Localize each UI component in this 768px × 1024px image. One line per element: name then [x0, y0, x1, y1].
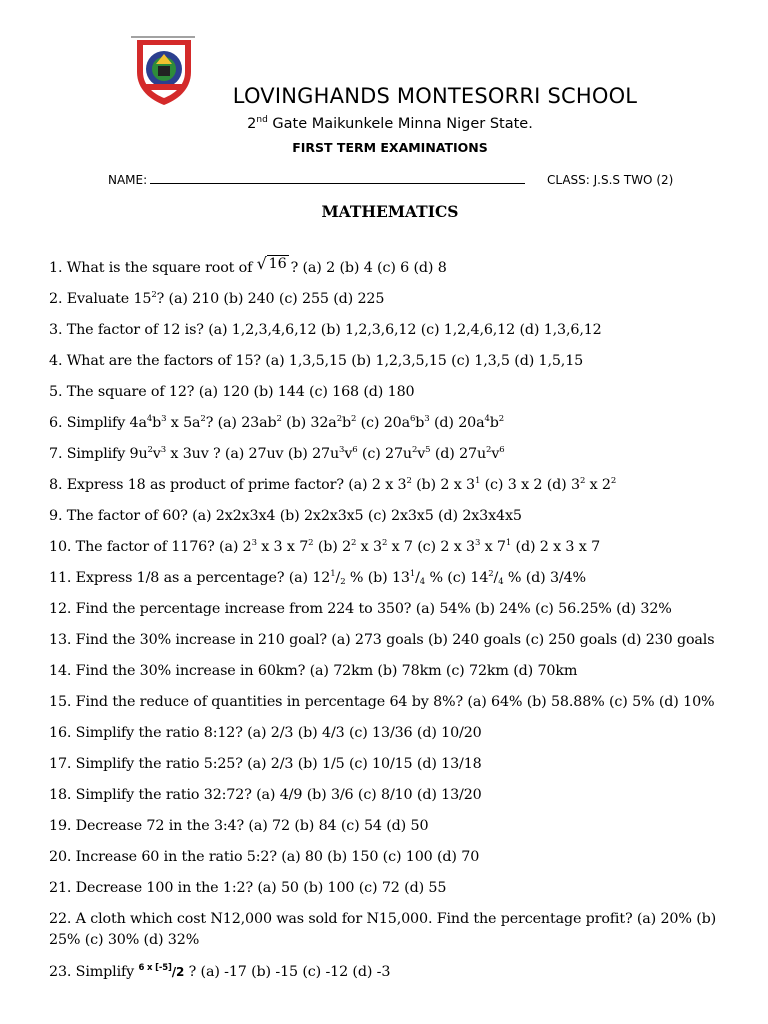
- q10-exp: 3: [474, 538, 481, 548]
- q6-exp: 4: [146, 414, 153, 424]
- question-11: [49, 568, 739, 599]
- q6-part: ? (a) 23ab: [205, 415, 277, 431]
- q10-part: (d) 2 x 3 x 7: [511, 539, 601, 555]
- q6-part: b: [152, 415, 162, 431]
- q7-exp: 2: [147, 445, 153, 455]
- q23-numerator: 6 x [-5]: [138, 963, 172, 973]
- q7-exp: 3: [339, 445, 345, 455]
- q6-part: b: [415, 415, 425, 431]
- q11-num: 1: [409, 569, 416, 579]
- q11-slash: /: [335, 570, 341, 586]
- question-20: 20. Increase 60 in the ratio 5:2? (a) 80 (b) 150 (c) 100 (d) 70: [49, 849, 480, 865]
- q6-exp: 2: [350, 414, 357, 424]
- name-blank-line: [150, 173, 525, 184]
- question-17: 17. Simplify the ratio 5:25? (a) 2/3 (b) 1/5 (c) 10/15 (d) 13/18: [49, 756, 482, 772]
- question-1: [49, 254, 739, 289]
- q2-options: ? (a) 210 (b) 240 (c) 255 (d) 225: [156, 291, 385, 307]
- question-8: [49, 475, 739, 506]
- q11-den: 2: [340, 577, 346, 587]
- question-4: 4. What are the factors of 15? (a) 1,3,5,15 (b) 1,2,3,5,15 (c) 1,3,5 (d) 1,5,15: [49, 353, 584, 369]
- q11-den: 4: [498, 577, 504, 587]
- question-22: 22. A cloth which cost N12,000 was sold for N15,000. Find the percentage profit? (a) 20% (b) 25% (c) 30% (d) 32%: [49, 911, 717, 948]
- q6-part: (b) 32a: [281, 415, 337, 431]
- q6-part: (c) 20a: [356, 415, 411, 431]
- q6-part: (d) 20a: [429, 415, 485, 431]
- q7-part: 7. Simplify 9u: [49, 446, 148, 462]
- q8-exp: 1: [474, 476, 481, 486]
- q7-exp: 5: [425, 445, 431, 455]
- q10-exp: 2: [381, 538, 388, 548]
- question-6: [49, 413, 739, 444]
- q6-part: x 5a: [166, 415, 201, 431]
- q10-part: x 3: [356, 539, 382, 555]
- q6-exp: 2: [276, 414, 282, 424]
- square-root-symbol: √ 16: [256, 254, 287, 273]
- q8-exp: 2: [406, 476, 412, 486]
- q11-part: % (d) 3/4%: [503, 570, 586, 586]
- q10-exp: 2: [351, 538, 357, 548]
- q11-part: 11. Express 1/8 as a percentage? (a) 12: [49, 570, 331, 586]
- q23-part: 23. Simplify: [49, 964, 139, 980]
- q11-slash: /: [415, 570, 420, 586]
- question-19: 19. Decrease 72 in the 3:4? (a) 72 (b) 84 (c) 54 (d) 50: [49, 818, 429, 834]
- q6-part: b: [489, 415, 499, 431]
- q6-exp: 2: [336, 414, 342, 424]
- q7-part: v: [152, 446, 161, 462]
- q6-exp: 2: [200, 414, 206, 424]
- q6-exp: 3: [424, 414, 430, 424]
- q1-options: ? (a) 2 (b) 4 (c) 6 (d) 8: [290, 260, 447, 276]
- class-label: CLASS: J.S.S TWO (2): [547, 173, 674, 187]
- q11-part: % (c) 14: [425, 570, 489, 586]
- q7-part: (c) 27u: [357, 446, 412, 462]
- q7-exp: 3: [160, 445, 166, 455]
- q7-part: x 3uv ? (a) 27uv (b) 27u: [166, 446, 340, 462]
- q23-denominator: /2: [171, 965, 185, 979]
- q10-part: x 7 (c) 2 x 3: [387, 539, 475, 555]
- q6-exp: 4: [484, 414, 490, 424]
- exam-title: FIRST TERM EXAMINATIONS: [292, 140, 488, 155]
- q7-exp: 2: [486, 445, 492, 455]
- q6-exp: 2: [498, 414, 505, 424]
- question-3: 3. The factor of 12 is? (a) 1,2,3,4,6,12 (b) 1,2,3,6,12 (c) 1,2,4,6,12 (d) 1,3,6,12: [49, 322, 602, 338]
- q10-exp: 2: [308, 538, 314, 548]
- q6-part: 6. Simplify 4a: [49, 415, 147, 431]
- q11-num: 1: [330, 569, 336, 579]
- question-18: 18. Simplify the ratio 32:72? (a) 4/9 (b) 3/6 (c) 8/10 (d) 13/20: [49, 787, 482, 803]
- address-text: Gate Maikunkele Minna Niger State.: [267, 115, 533, 132]
- q7-part: v: [344, 446, 353, 462]
- q7-part: (d) 27u: [430, 446, 487, 462]
- question-5: 5. The square of 12? (a) 120 (b) 144 (c) 168 (d) 180: [49, 384, 415, 400]
- q10-exp: 3: [251, 538, 257, 548]
- question-13: 13. Find the 30% increase in 210 goal? (a) 273 goals (b) 240 goals (c) 250 goals (d) 230 goals: [49, 632, 715, 648]
- q6-exp: 6: [410, 414, 416, 424]
- q11-slash: /: [493, 570, 499, 586]
- question-14: 14. Find the 30% increase in 60km? (a) 72km (b) 78km (c) 72km (d) 70km: [49, 663, 578, 679]
- q11-part: % (b) 13: [345, 570, 410, 586]
- q8-part: 8. Express 18 as product of prime factor? (a) 2 x 3: [49, 477, 407, 493]
- q10-part: x 7: [480, 539, 506, 555]
- question-7: [49, 444, 739, 475]
- q10-part: 10. The factor of 1176? (a) 2: [49, 539, 252, 555]
- question-23: [49, 962, 739, 993]
- school-name: LOVINGHANDS MONTESORRI SCHOOL: [232, 84, 638, 108]
- name-field: [108, 173, 525, 187]
- q6-exp: 3: [161, 414, 167, 424]
- question-21: 21. Decrease 100 in the 1:2? (a) 50 (b) 100 (c) 72 (d) 55: [49, 880, 447, 896]
- q8-part: (c) 3 x 2 (d) 3: [480, 477, 580, 493]
- q10-part: x 3 x 7: [256, 539, 309, 555]
- q2-text: 2. Evaluate 15: [49, 291, 152, 307]
- q1-text: 1. What is the square root of: [49, 260, 257, 276]
- question-12: 12. Find the percentage increase from 224 to 350? (a) 54% (b) 24% (c) 56.25% (d) 32%: [49, 601, 672, 617]
- q7-exp: 6: [352, 445, 358, 455]
- q8-part: x 2: [585, 477, 611, 493]
- q7-exp: 6: [499, 445, 505, 455]
- q10-exp: 1: [505, 538, 512, 548]
- q11-num: 2: [488, 569, 494, 579]
- question-10: [49, 537, 739, 568]
- question-15: 15. Find the reduce of quantities in percentage 64 by 8%? (a) 64% (b) 58.88% (c) 5% (d) 10%: [49, 694, 715, 710]
- q2-exponent: 2: [151, 290, 157, 300]
- name-label: NAME:: [108, 173, 148, 187]
- q11-den: 4: [419, 577, 426, 587]
- q7-part: v: [417, 446, 426, 462]
- q8-exp: 2: [579, 476, 586, 486]
- q1-radicand: 16: [268, 256, 287, 272]
- q7-exp: 2: [411, 445, 418, 455]
- question-2: [49, 289, 739, 320]
- address-suffix: nd: [256, 115, 268, 125]
- q7-part: v: [491, 446, 500, 462]
- school-address: [0, 115, 768, 132]
- subject-title: MATHEMATICS: [321, 202, 459, 221]
- q23-options: ? (a) -17 (b) -15 (c) -12 (d) -3: [184, 964, 391, 980]
- question-list: [49, 254, 739, 993]
- q6-part: b: [341, 415, 351, 431]
- q10-part: (b) 2: [313, 539, 352, 555]
- question-16: 16. Simplify the ratio 8:12? (a) 2/3 (b) 4/3 (c) 13/36 (d) 10/20: [49, 725, 482, 741]
- address-ordinal: 2: [247, 115, 257, 132]
- q8-part: (b) 2 x 3: [411, 477, 475, 493]
- question-9: 9. The factor of 60? (a) 2x2x3x4 (b) 2x2x3x5 (c) 2x3x5 (d) 2x3x4x5: [49, 508, 522, 524]
- q8-exp: 2: [610, 476, 617, 486]
